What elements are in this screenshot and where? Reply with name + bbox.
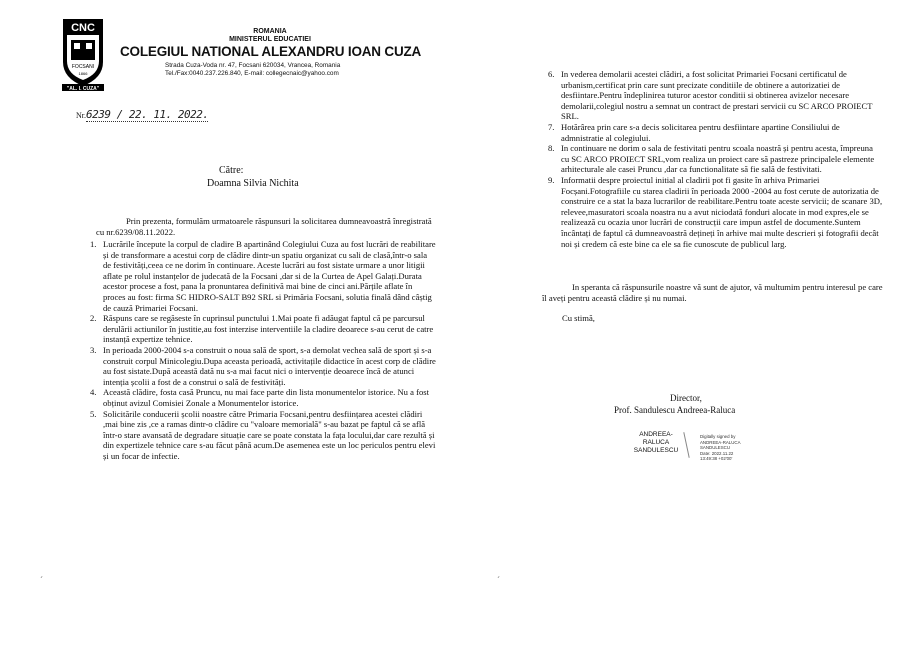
list-item-text: In continuare ne dorim o sala de festivitati pentru scoala noastră și pentru acesta, împreuna cu SC ARCO PROIECT SRL,vom realiza un proiect care să pastreze principalele elemente arhitecturale ale casei Pruncu ,dar ca functionalitate să fie sală de festivitati. [561, 143, 875, 175]
registration-handwritten: 6239 / 22. 11. 2022. [86, 108, 209, 121]
list-item [548, 69, 883, 122]
recipient-name: Doamna Silvia Nichita [207, 178, 299, 189]
registration-number [76, 108, 208, 122]
scan-mark-left: ˊ [40, 575, 43, 585]
list-item-number: 1. [90, 239, 97, 249]
list-item-text: In perioada 2000-2004 s-a construit o noua sală de sport, s-a demolat vechea sală de sport și s-a construit corpul Minicolegiu.Dupa aceasta perioadă, activitațile didactice în acest corp de clădire au fost sistate.După această dată nu s-a mai facut nici o intervenție deoarece încă de atunci intenția școlii a fost de a construi o sală de festivități. [103, 344, 436, 387]
svg-text:FOCSANI: FOCSANI [71, 64, 95, 70]
list-item [90, 387, 436, 408]
list-item [90, 239, 436, 313]
list-item-text: Solicitările conducerii școlii noastre către Primaria Focsani,pentru desființarea acestei clădiri ,mai bine zis ,ce a ramas dintr-o clădire cu "valoare memorială" s-au bazat pe faptul că se află într-o stare avansată de degradare situație care se poate constata la fața locului,dar care rezultă și din expertizele tehnice care s-au făcut până acum.De asemenea este un loc periculos pentru elevi și un focar de infectie. [103, 408, 436, 461]
school-address [165, 62, 340, 78]
closing-paragraph: In speranta că răspunsurile noastre vă sunt de ajutor, vă multumim pentru interesul pe care îl aveți pentru această clădire și nu numai. [542, 282, 883, 303]
recipient-block [207, 164, 299, 190]
points-list-left [90, 239, 436, 461]
ministry-line: MINISTERUL EDUCATIEI [229, 36, 311, 43]
list-item-number: 3. [90, 344, 97, 355]
greeting: Cu stimă, [562, 313, 595, 323]
intro-paragraph: Prin prezenta, formulăm urmatoarele răspunsuri la solicitarea dumneavoastră înregistrată cu nr.6239/08.11.2022. [96, 216, 432, 237]
list-item-number: 7. [548, 121, 555, 132]
list-item-text: Această clădire, fosta casă Pruncu, nu mai face parte din lista monumentelor istorice. Nu a fost obținut avizul Comisiei Zonale a Monumentelor istorice. [103, 387, 429, 408]
contact-line: Tel./Fax:0040.237.226.840, E-mail: collegecnaic@yahoo.com [165, 70, 339, 77]
list-item [90, 344, 436, 387]
list-item-number: 8. [548, 143, 555, 154]
svg-text:"AL. I. CUZA": "AL. I. CUZA" [66, 86, 100, 92]
list-item [548, 121, 883, 143]
school-logo [60, 16, 106, 92]
list-item-number: 6. [548, 69, 555, 79]
list-item-text: In vederea demolarii acestei clădiri, a fost solicitat Primariei Focsani certificatul de urbanism,certificat prin care sunt precizate conditiile de obtinere a autorizatiei de desfiintare.Pentru îndeplinirea tuturor acestor conditii si obtinerea avizelor necesare demolarii,colegiul nostru a semnat un contract de prestari servicii cu SC ARCO PROIECT SRL. [561, 69, 873, 122]
letterhead [120, 28, 420, 59]
digital-signature-info: Digitally signed by ANDREEA-RALUCA SANDULESCU Date: 2022.11.22 13:49:38 +02'00' [700, 434, 741, 461]
list-item [90, 313, 436, 345]
address-line: Strada Cuza-Voda nr. 47, Focsani 620034, Vrancea, Romania [165, 62, 341, 69]
recipient-to: Către: [219, 165, 244, 176]
svg-text:CNC: CNC [71, 22, 95, 34]
list-item-number: 2. [90, 313, 97, 324]
school-name: COLEGIUL NATIONAL ALEXANDRU IOAN CUZA [120, 44, 422, 59]
signature-stamp-name: ANDREEA- RALUCA SANDULESCU [633, 431, 679, 454]
signature-title: Director, [670, 393, 702, 403]
registration-prefix: Nr. [76, 111, 86, 120]
list-item-text: Informatii despre proiectul initial al cladirii pot fi gasite în arhiva Primariei Focșani.Fotografiile cu starea cladirii în perioada 2000 -2004 au fost cerute de autorizatia de construire ce a stat la baza lucrarilor de reabilitare.Pentru toate aceste servicii; de scanare 3D, relevee,masuratori scoala noastra nu a avut niciodată fonduri alocate in mod expres,ele se realizează cu ocazia unor lucrări de construcții care impun astfel de documente.Suntem încântați de faptul că dumneavoastră dețineți în arhive mai multe descrieri și fotografii decât noi și credem că este bine ca ele sa fie cunoscute de publicul larg. [561, 174, 883, 249]
list-item [548, 174, 883, 249]
signature-name: Prof. Sandulescu Andreea-Raluca [614, 405, 736, 415]
list-item-number: 9. [548, 174, 555, 185]
scan-mark-right: ˊ [497, 575, 500, 585]
points-list-right [548, 69, 883, 249]
list-item-text: Lucrările începute la corpul de cladire B apartinând Colegiului Cuza au fost lucrări de reabilitare și de transformare a acestui corp de clădire dintr-un spatiu organizat cu sali de clasă,într-o sala de festivități,ceea ce ne dorim în continuare. Aceste lucrări au fost sistate urmare a unor litigii aflate pe rolul instanțelor de judecată de la Focsani ,dar si de la Curtea de Apel Galați.Durata acestor procese a fost, pana la pronuntarea definitivă mai bine de cinci ani.Părțile aflate în proces au fost: firma SC HIDRO-SALT B92 SRL si Primăria Focsani, solutia finală dând câștig de cauză Primariei Focsani. [103, 239, 436, 313]
list-item-number: 5. [90, 408, 97, 419]
list-item [548, 143, 883, 175]
list-item-text: Răspuns care se regăseste în cuprinsul punctului 1.Mai poate fi adăugat faptul că pe parcursul derulării actiunilor în justitie,au fost interzise interventiile la cladire deoarece s-au cerut de catre instanță expertize tehnice. [103, 313, 434, 345]
list-item-number: 4. [90, 387, 97, 398]
svg-text:1866: 1866 [78, 71, 88, 76]
list-item [90, 408, 436, 462]
country-line: ROMANIA [253, 28, 287, 35]
list-item-text: Hotărârea prin care s-a decis solicitarea pentru desfiintare apartine Consiliului de admnistratie al colegiului. [561, 121, 840, 143]
